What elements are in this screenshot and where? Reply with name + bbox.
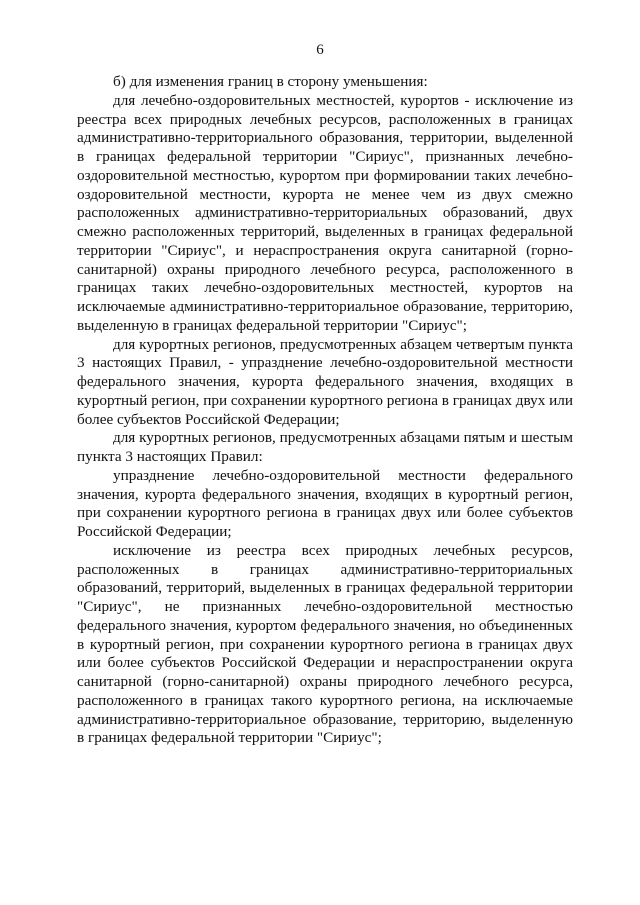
paragraph-resort-regions-5-6: для курортных регионов, предусмотренных абзацами пятым и шестым пункта 3 настоящих Правил:: [77, 429, 573, 465]
document-body: [77, 73, 573, 748]
paragraph-health-areas: для лечебно-оздоровительных местностей, курортов - исключение из реестра всех природных лечебных ресурсов, расположенных в границах административно-территориального образования, территории, выделенной в границах федеральной территории "Сириус", признанных лечебно-оздоровительной местностью, курортом при формировании таких лечебно-оздоровительной местности, курорта не менее чем из двух смежно расположенных административно-территориальных образований, двух смежно расположенных территорий, выделенных в границах федеральной территории "Сириус", и нераспространения округа санитарной (горно-санитарной) охраны природного лечебного ресурса, расположенного в границах таких лечебно-оздоровительных местностей, курортов на исключаемые административно-территориальное образование, территорию, выделенную в границах федеральной территории "Сириус";: [77, 91, 573, 334]
paragraph-resort-regions-4: для курортных регионов, предусмотренных абзацем четвертым пункта 3 настоящих Правил, - упразднение лечебно-оздоровительной местности федерального значения, курорта федерального значения, входящих в курортный регион, при сохранении курортного региона в границах двух или более субъектов Российской Федерации;: [77, 335, 573, 428]
paragraph-exclusion: исключение из реестра всех природных лечебных ресурсов, расположенных в границах административно-территориальных образований, территорий, выделенных в границах федеральной территории "Сириус", не признанных лечебно-оздоровительной местностью федерального значения, курортом федерального значения, но объединенных в курортный регион, при сохранении курортного региона в границах двух или более субъектов Российской Федерации и нераспространении округа санитарной (горно-санитарной) охраны природного лечебного ресурса, расположенного в границах такого курортного региона, на исключаемые административно-территориальное образование, территорию, выделенную в границах федеральной территории "Сириус";: [77, 541, 573, 747]
paragraph-heading-b: б) для изменения границ в сторону уменьшения:: [113, 73, 428, 90]
page-number: 6: [316, 42, 324, 58]
paragraph-abolition: упразднение лечебно-оздоровительной местности федерального значения, курорта федерального значения, входящих в курортный регион, при сохранении курортного региона в границах двух или более субъектов Российской Федерации;: [77, 466, 573, 540]
